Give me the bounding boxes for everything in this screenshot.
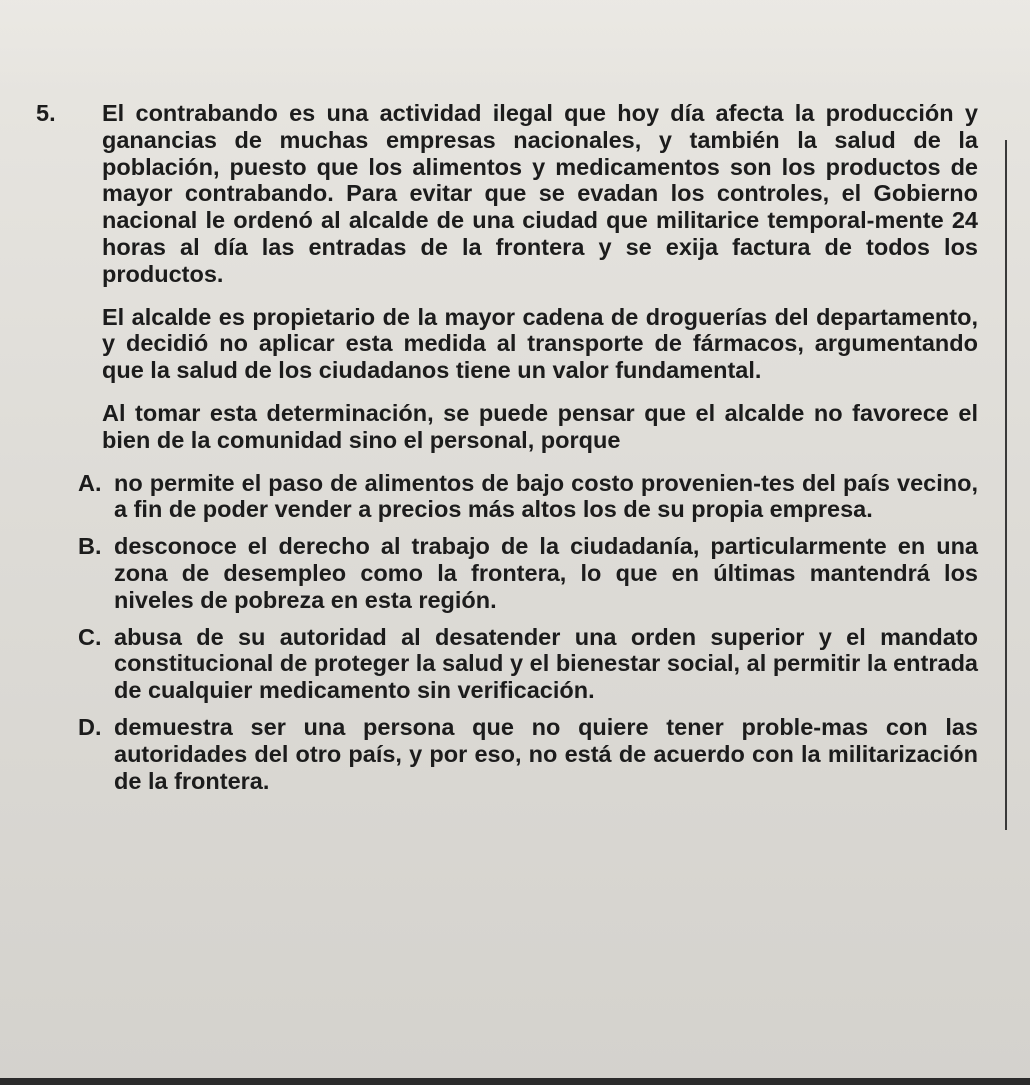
option-c[interactable] [78,623,978,704]
page-bottom-edge [0,1078,1030,1085]
option-a[interactable] [78,469,978,524]
option-letter: C. [78,623,102,650]
option-text: desconoce el derecho al trabajo de la ciudadanía, particularmente en una zona de desempleo como la frontera, lo que en últimas mantendrá los niveles de pobreza en esta región. [114,533,978,613]
right-margin-rule [1005,140,1007,830]
question-block [36,100,978,804]
option-text: no permite el paso de alimentos de bajo costo provenien-tes del país vecino, a fin de poder vender a precios más altos los de su propia empresa. [114,469,978,523]
question-paragraph-context: El contrabando es una actividad ilegal que hoy día afecta la producción y ganancias de muchas empresas nacionales, y también la salud de la población, puesto que los alimentos y medicamentos son los productos de mayor contrabando. Para evitar que se evadan los controles, el Gobierno nacional le ordenó al alcalde de una ciudad que militarice temporal-mente 24 horas al día las entradas de la frontera y se exija factura de todos los productos. [102,100,978,287]
question-stem: Al tomar esta determinación, se puede pensar que el alcalde no favorece el bien de la comunidad sino el personal, porque [102,399,978,453]
option-b[interactable] [78,533,978,613]
option-d[interactable] [78,713,978,794]
question-paragraph-mayor: El alcalde es propietario de la mayor cadena de droguerías del departamento, y decidió no aplicar esta medida al transporte de fármacos, argumentando que la salud de los ciudadanos tiene un valor fundamental. [102,303,978,384]
option-text: demuestra ser una persona que no quiere tener proble-mas con las autoridades del otro país, y por eso, no está de acuerdo con la militarización de la frontera. [114,713,978,794]
option-letter: A. [78,469,102,496]
page-lighting [0,0,1030,90]
option-letter: B. [78,533,102,560]
answer-options [36,470,978,795]
option-letter: D. [78,713,102,740]
question-number: 5. [36,100,56,126]
option-text: abusa de su autoridad al desatender una orden superior y el mandato constitucional de proteger la salud y el bienestar social, al permitir la entrada de cualquier medicamento sin verificación. [114,623,978,704]
